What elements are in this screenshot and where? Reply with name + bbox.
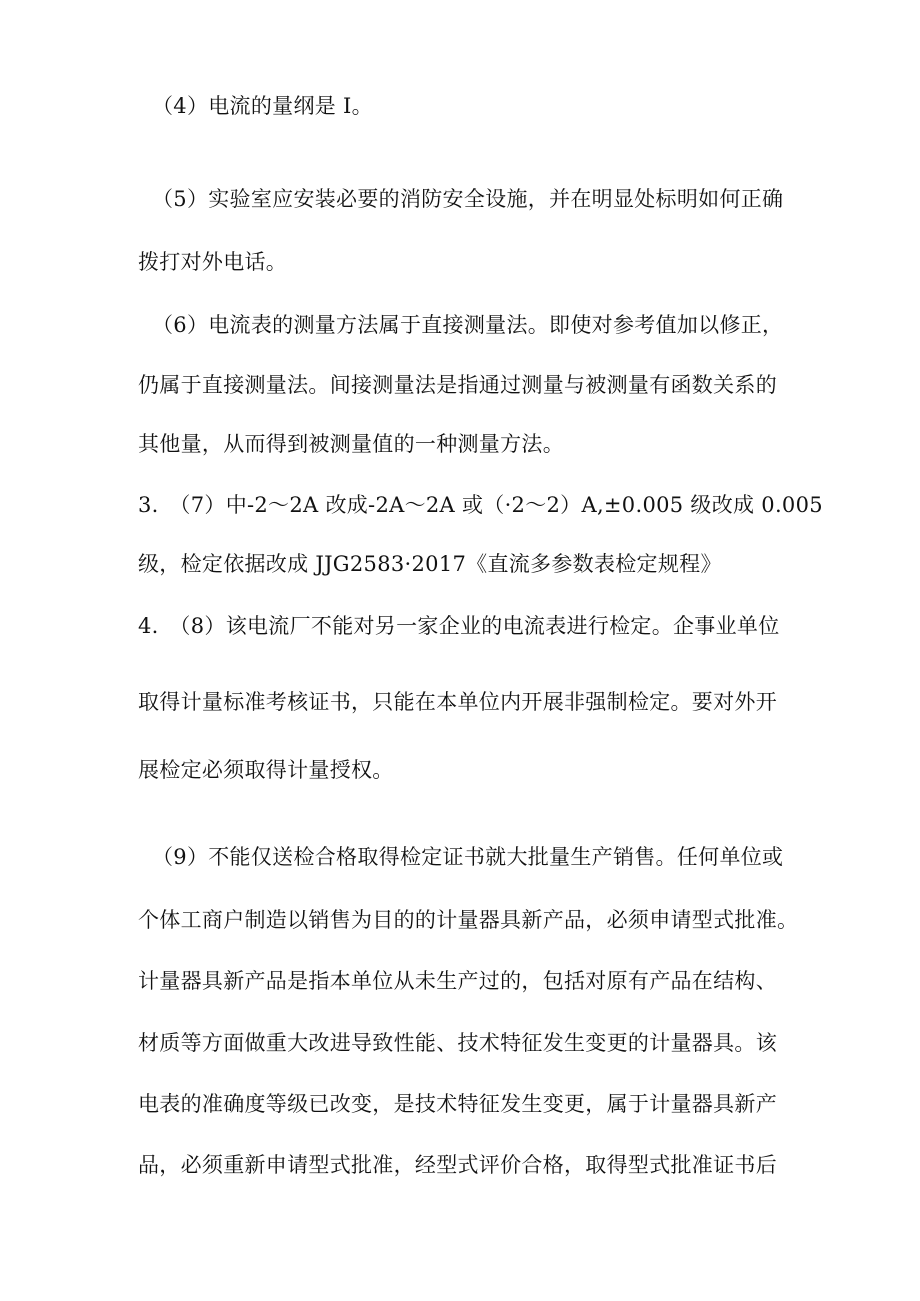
paragraph-4-line-1: （4）电流的量纲是 I。: [152, 94, 373, 118]
item-3-line-1: 3. （7）中-2～2A 改成-2A～2A 或（·2～2）A,±0.005 级改成 0.005: [138, 493, 823, 517]
item-3-line-2: 级，检定依据改成 JJG2583·2017《直流多参数表检定规程》: [138, 552, 722, 576]
paragraph-9-line-3: 计量器具新产品是指本单位从未生产过的，包括对原有产品在结构、: [138, 969, 777, 993]
item-4-line-2: 取得计量标准考核证书，只能在本单位内开展非强制检定。要对外开: [138, 690, 777, 714]
paragraph-9-line-2: 个体工商户制造以销售为目的的计量器具新产品，必须申请型式批准。: [138, 908, 799, 932]
paragraph-9-line-6: 品，必须重新申请型式批准，经型式评价合格，取得型式批准证书后: [138, 1153, 777, 1177]
paragraph-6-line-3: 其他量，从而得到被测量值的一种测量方法。: [138, 432, 564, 456]
item-4-line-1: 4. （8）该电流厂不能对另一家企业的电流表进行检定。企事业单位: [138, 614, 780, 638]
paragraph-9-line-5: 电表的准确度等级已改变，是技术特征发生变更，属于计量器具新产: [138, 1092, 777, 1116]
paragraph-9-line-4: 材质等方面做重大改进导致性能、技术特征发生变更的计量器具。该: [138, 1031, 777, 1055]
paragraph-5-line-1: （5）实验室应安装必要的消防安全设施，并在明显处标明如何正确: [152, 187, 784, 211]
item-4-line-3: 展检定必须取得计量授权。: [138, 758, 394, 782]
paragraph-6-line-1: （6）电流表的测量方法属于直接测量法。即使对参考值加以修正，: [152, 313, 784, 337]
paragraph-5-line-2: 拨打对外电话。: [138, 250, 288, 274]
paragraph-9-line-1: （9）不能仅送检合格取得检定证书就大批量生产销售。任何单位或: [152, 845, 784, 869]
paragraph-6-line-2: 仍属于直接测量法。间接测量法是指通过测量与被测量有函数关系的: [138, 373, 777, 397]
